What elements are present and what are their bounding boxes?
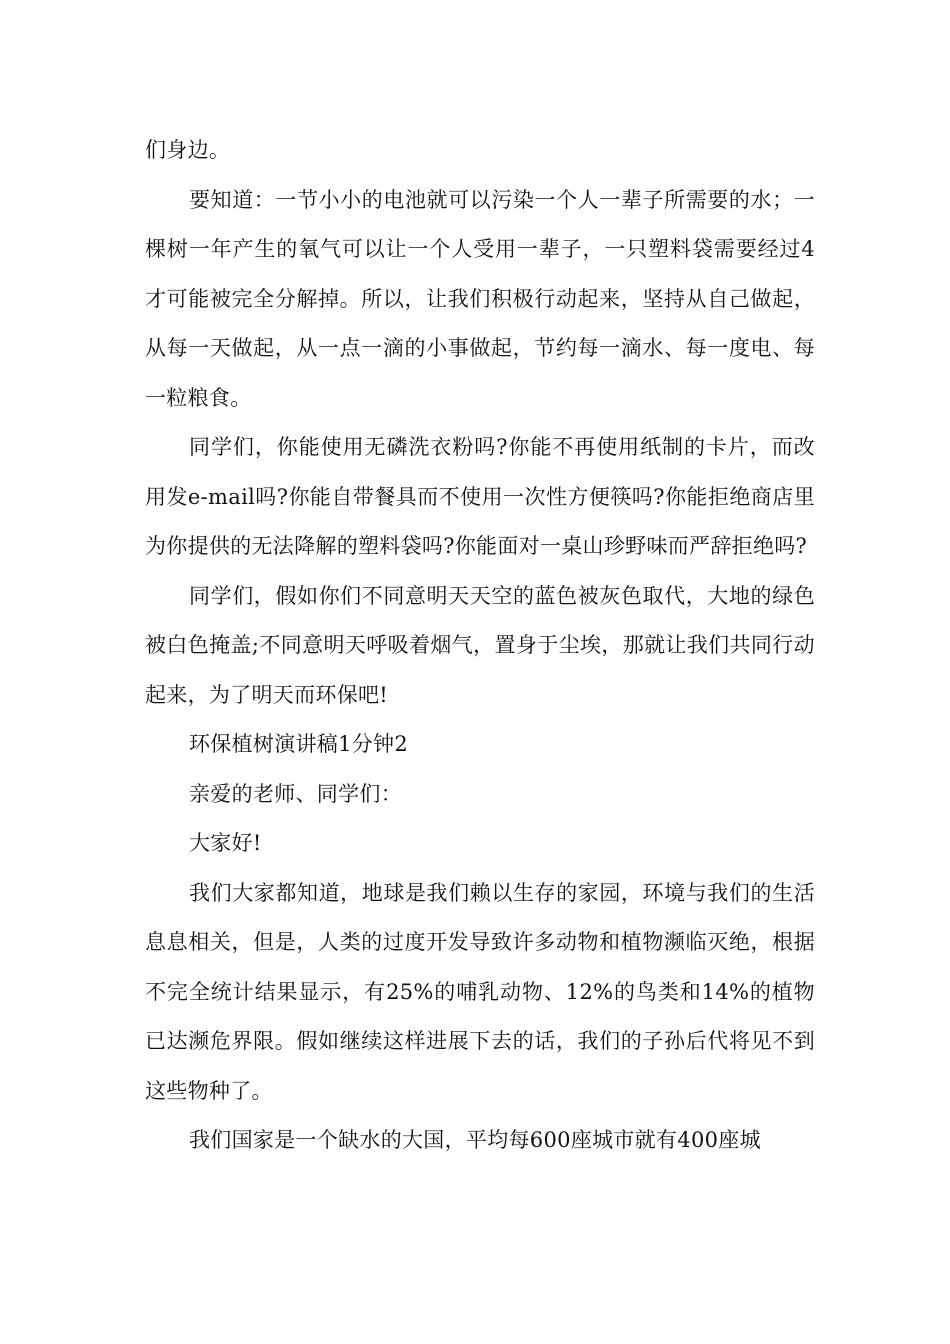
paragraph-continuation: 们身边。: [145, 138, 231, 162]
greeting: 大家好!: [189, 831, 262, 855]
salutation: 亲爱的老师、同学们：: [189, 781, 402, 806]
document-body: [145, 126, 815, 1166]
paragraph-species-endangered: 我们大家都知道，地球是我们赖以生存的家园，环境与我们的生活息息相关，但是，人类的过度开发导致许多动物和植物濒临灭绝，根据不完全统计结果显示，有25%的哺乳动物、12%的鸟类和14%的植物已达濒危界限。假如继续这样进展下去的话，我们的子孙后代将见不到这些物种了。: [145, 880, 815, 1103]
paragraph-battery-pollution: 要知道：一节小小的电池就可以污染一个人一辈子所需要的水；一棵树一年产生的氧气可以让一个人受用一辈子，一只塑料袋需要经过4才可能被完全分解掉。所以，让我们积极行动起来，坚持从自己做起，从每一天做起，从一点一滴的小事做起，节约每一滴水、每一度电、每一粒粮食。: [145, 187, 815, 410]
paragraph-questions: 同学们，你能使用无磷洗衣粉吗?你能不再使用纸制的卡片，而改用发e-mail吗?你能自带餐具而不使用一次性方便筷吗?你能拒绝商店里为你提供的无法降解的塑料袋吗?你能面对一桌山珍野味而严辞拒绝吗?: [145, 435, 815, 558]
paragraph-water-shortage: 我们国家是一个缺水的大国，平均每600座城市就有400座城: [189, 1128, 761, 1152]
paragraph-call-to-action: 同学们，假如你们不同意明天天空的蓝色被灰色取代，大地的绿色被白色掩盖;不同意明天呼吸着烟气，置身于尘埃，那就让我们共同行动起来，为了明天而环保吧!: [145, 583, 815, 707]
section-title: 环保植树演讲稿1分钟2: [189, 732, 409, 756]
